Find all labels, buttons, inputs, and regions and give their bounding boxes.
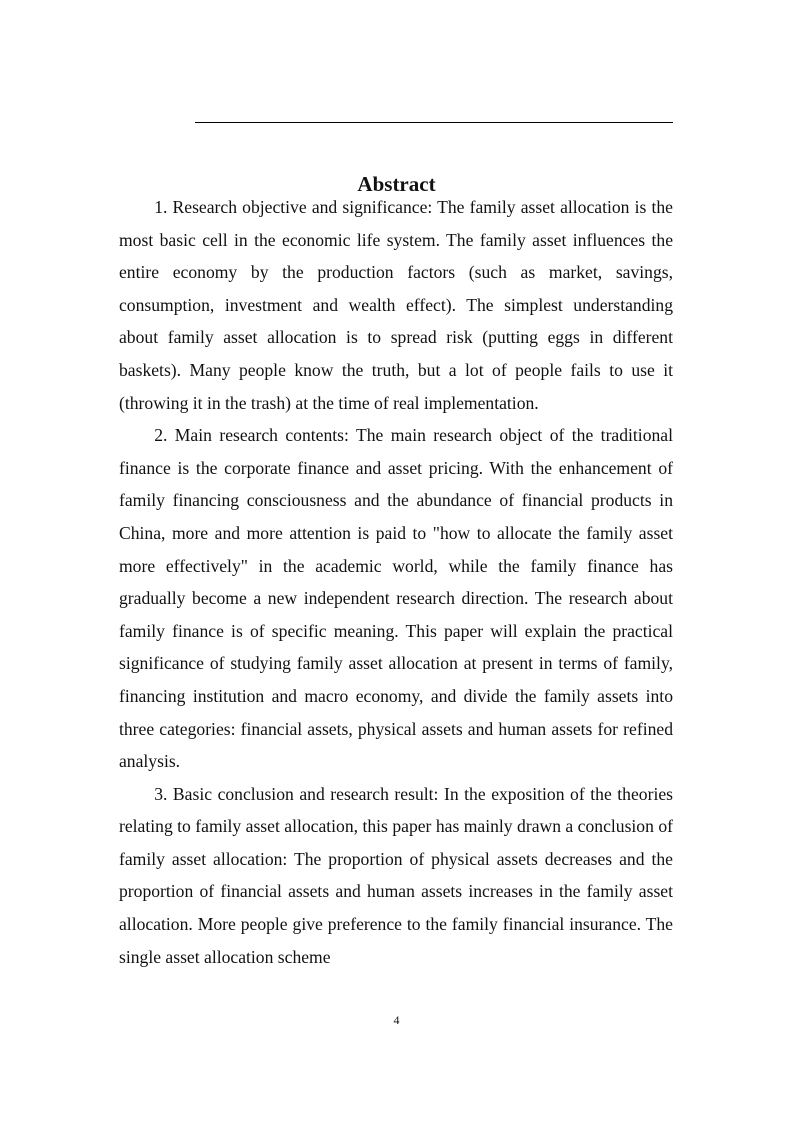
header-rule (195, 122, 673, 123)
paragraph-research-objective: 1. Research objective and significance: The family asset allocation is the most basic cell in the economic life system. The family asset influences the entire economy by the production factors (such as market, savings, consumption, investment and wealth effect). The simplest understanding about family asset allocation is to spread risk (putting eggs in different baskets). Many people know the truth, but a lot of people fails to use it (throwing it in the trash) at the time of real implementation. (119, 197, 673, 413)
paragraph-conclusion: 3. Basic conclusion and research result: In the exposition of the theories relating to family asset allocation, this paper has mainly drawn a conclusion of family asset allocation: The proportion of physical assets decreases and the proportion of financial assets and human assets increases in the family asset allocation. More people give preference to the family financial insurance. The single asset allocation scheme (119, 783, 673, 967)
page-title: Abstract (357, 172, 436, 197)
abstract-body (119, 191, 673, 973)
paragraph-research-contents: 2. Main research contents: The main research object of the traditional finance is the corporate finance and asset pricing. With the enhancement of family financing consciousness and the abundance of financial products in China, more and more attention is paid to "how to allocate the family asset more effectively" in the academic world, while the family finance has gradually become a new independent research direction. The research about family finance is of specific meaning. This paper will explain the practical significance of studying family asset allocation at present in terms of family, financing institution and macro economy, and divide the family assets into three categories: financial assets, physical assets and human assets for refined analysis. (119, 425, 673, 772)
page-number: 4 (393, 1013, 400, 1027)
